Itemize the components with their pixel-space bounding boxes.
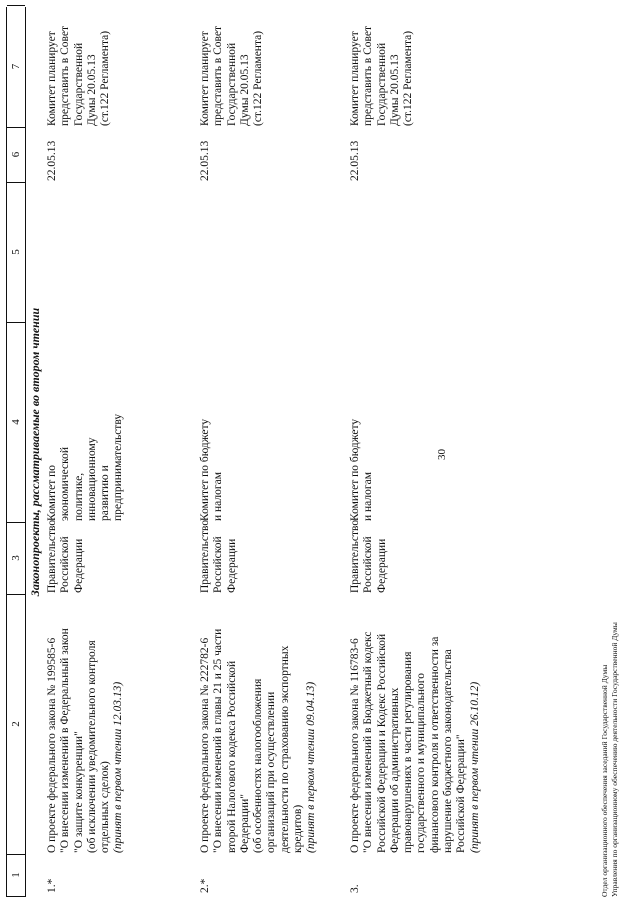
author-line: Российской	[59, 536, 72, 593]
bill-author	[349, 519, 389, 593]
responsible-committee	[349, 325, 376, 521]
bill-title-line: "О внесении изменений в Федеральный закон	[59, 628, 72, 853]
committee-line: Комитет по бюджету	[199, 418, 211, 521]
bill-description	[199, 595, 319, 853]
committee-line: Комитет по бюджету	[349, 418, 361, 521]
bill-title-line: "О внесении изменений в главы 21 и 25 части	[212, 628, 225, 853]
footer-line: Отдел организационного обеспечения заседаний Государственной Думы	[600, 664, 609, 897]
row-number: 1.*	[46, 878, 58, 893]
section-title: Законопроекты, рассматриваемые во втором чтении	[28, 307, 42, 597]
plan-line: Государственной	[72, 42, 85, 126]
plan-line: (ст.122 Регламента)	[402, 30, 415, 126]
reading-note: (принят в первом чтении 12.03.13)	[112, 681, 125, 853]
author-line: Российской	[362, 536, 375, 593]
header-col-5: 5	[7, 182, 25, 323]
bill-title-line: "О внесении изменений в Бюджетный кодекс	[362, 631, 375, 853]
footer	[600, 622, 619, 897]
committee-line: политике,	[72, 472, 85, 521]
plan-line: (ст.122 Регламента)	[252, 30, 265, 126]
bill-description	[349, 595, 482, 853]
plan-line: Комитет планирует	[46, 31, 58, 126]
table-row	[349, 7, 499, 897]
plan-line: представить в Совет	[59, 25, 72, 126]
responsible-committee	[46, 325, 126, 521]
reading-note: (принят в первом чтении 26.10.12)	[468, 681, 481, 853]
committee-line: развитию и	[99, 465, 112, 521]
plan-line: Государственной	[375, 42, 388, 126]
bill-title-line: правонарушениях в части регулирования	[402, 651, 415, 853]
committee-plan	[199, 7, 265, 126]
bill-title-line: деятельности по страхованию экспортных	[278, 645, 291, 853]
bill-title-line: государственного и муниципального	[415, 673, 428, 853]
row-number: 2.*	[199, 878, 211, 893]
plan-line: (ст.122 Регламента)	[99, 30, 112, 126]
plan-line: Комитет планирует	[349, 31, 361, 126]
date: 22.05.13	[349, 140, 361, 181]
committee-plan	[46, 7, 112, 126]
plan-line: Думы 20.05.13	[238, 54, 251, 126]
plan-line: представить в Совет	[362, 25, 375, 126]
bill-title-line: Федерации"	[238, 793, 251, 853]
header-col-4: 4	[7, 322, 25, 523]
plan-line: Думы 20.05.13	[85, 54, 98, 126]
bill-title-line: второй Налогового кодекса Российской	[225, 660, 238, 853]
bill-title-line: отдельных сделок)	[99, 761, 112, 853]
date: 22.05.13	[199, 140, 211, 181]
bill-description	[46, 595, 126, 853]
footer-line: Управления по организационному обеспечению деятельности Государственной Думы	[609, 622, 619, 897]
date: 22.05.13	[46, 140, 58, 181]
header-col-2: 2	[7, 594, 25, 855]
author-line: Правительство	[349, 519, 361, 593]
header-col-3: 3	[7, 522, 25, 595]
committee-line: экономической	[59, 447, 72, 521]
author-line: Федерации	[72, 538, 85, 593]
header-col-1: 1	[7, 854, 25, 897]
committee-line: предпринимательству	[112, 413, 125, 521]
bill-title-line: О проекте федерального закона № 116783-6	[349, 638, 361, 853]
table-row	[199, 7, 349, 897]
reading-note: (принят в первом чтении 09.04.13)	[305, 681, 318, 853]
bill-title-line: "О защите конкуренции"	[72, 731, 85, 853]
table-header	[6, 7, 26, 897]
bill-title-line: Федерации об административных	[388, 687, 401, 853]
bill-title-line: (об исключении уведомительного контроля	[85, 640, 98, 853]
author-line: Правительство	[46, 519, 58, 593]
plan-line: Комитет планирует	[199, 31, 211, 126]
bill-author	[199, 519, 239, 593]
author-line: Российской	[212, 536, 225, 593]
committee-line: и налогам	[362, 472, 375, 521]
plan-line: Государственной	[225, 42, 238, 126]
bill-title-line: Российской Федерации"	[455, 734, 468, 853]
bill-title-line: нарушение бюджетного законодательства	[442, 649, 455, 853]
bill-title-line: (об особенностях налогообложения	[252, 678, 265, 853]
row-number: 3.	[349, 884, 361, 893]
author-line: Правительство	[199, 519, 211, 593]
committee-line: инновационному	[85, 437, 98, 521]
table-row	[46, 7, 196, 897]
bill-title-line: О проекте федерального закона № 199585-6	[46, 637, 58, 853]
plan-line: Думы 20.05.13	[388, 54, 401, 126]
header-col-7: 7	[7, 5, 25, 128]
bill-title-line: Российской Федерации и Кодекс Российской	[375, 633, 388, 853]
committee-line: Комитет по	[46, 465, 58, 521]
committee-line: и налогам	[212, 472, 225, 521]
bill-title-line: кредитов)	[292, 804, 305, 853]
plan-line: представить в Совет	[212, 25, 225, 126]
author-line: Федерации	[375, 538, 388, 593]
committee-plan	[349, 7, 415, 126]
author-line: Федерации	[225, 538, 238, 593]
header-col-6: 6	[7, 127, 25, 183]
responsible-committee	[199, 325, 226, 521]
bill-author	[46, 519, 86, 593]
bill-title-line: О проекте федерального закона № 222782-6	[199, 637, 211, 853]
bill-title-line: финансового контроля и ответственности за	[428, 636, 441, 853]
page-number: 30	[436, 449, 448, 460]
bill-title-line: организаций при осуществлении	[265, 691, 278, 853]
